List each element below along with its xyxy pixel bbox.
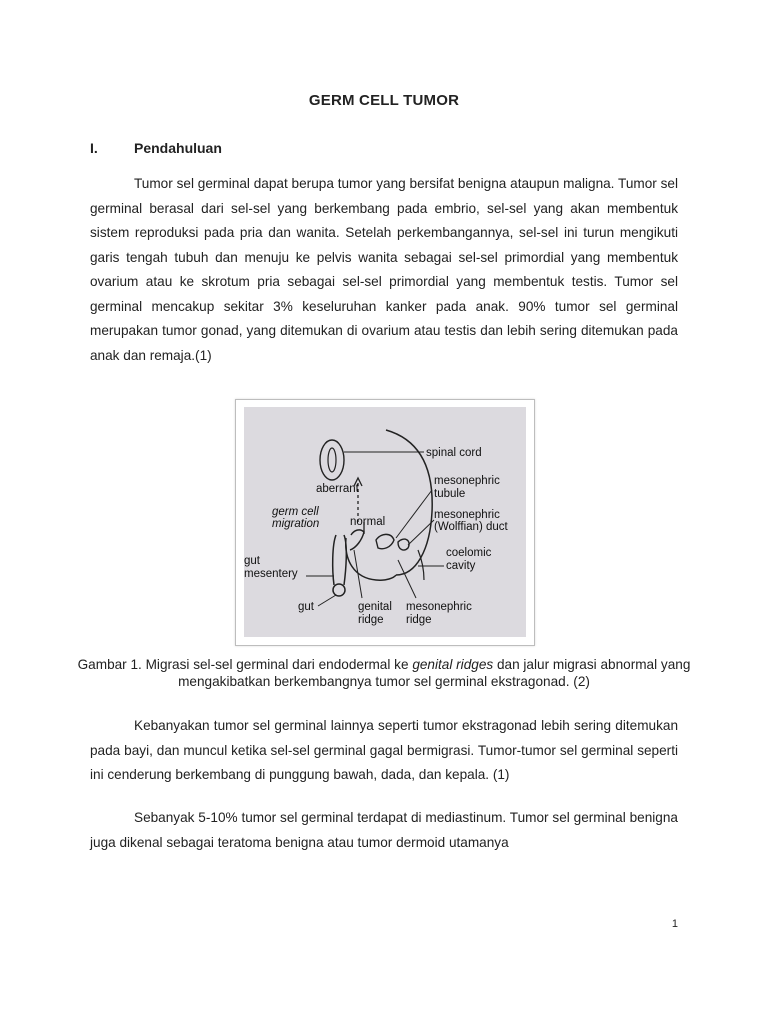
leader-tubule bbox=[396, 490, 432, 538]
document-title: GERM CELL TUMOR bbox=[308, 92, 460, 109]
section-number: I. bbox=[90, 140, 98, 156]
label-spinal-cord: spinal cord bbox=[426, 447, 482, 459]
caption-text-before: Gambar 1. Migrasi sel-sel germinal dari endodermal ke bbox=[77, 657, 413, 672]
spinal-cord-canal bbox=[328, 448, 336, 472]
leader-mesonephric-ridge bbox=[398, 560, 416, 598]
figure-germ-cell-migration bbox=[235, 399, 535, 646]
label-coelomic-2: cavity bbox=[446, 560, 476, 572]
genital-ridge-shape bbox=[350, 530, 364, 550]
caption-italic: genital ridges bbox=[412, 657, 494, 672]
leader-genital-ridge bbox=[354, 550, 362, 598]
label-genital-ridge-1: genital bbox=[358, 601, 392, 613]
caption-text-after: dan jalur migrasi abnormal yang mengakibatkan berkembangnya tumor sel germinal ekstragonad. (2) bbox=[178, 657, 691, 689]
wolffian-duct-shape bbox=[398, 539, 409, 550]
label-migration: migration bbox=[272, 518, 320, 530]
label-mesonephric-ridge-2: ridge bbox=[406, 614, 432, 626]
spinal-cord-shape bbox=[320, 440, 344, 480]
paragraph-extragonadal: Kebanyakan tumor sel germinal lainnya seperti tumor ekstragonad lebih sering ditemukan pada bayi, dan muncul ketika sel-sel germinal gagal bermigrasi. Tumor-tumor sel germinal seperti ini cenderung berkembang di punggung bawah, dada, dan kepala. (1) bbox=[90, 718, 678, 782]
label-mesonephric-tubule-2: tubule bbox=[434, 488, 466, 500]
gut-shape bbox=[333, 584, 345, 596]
label-mesonephric-tubule-1: mesonephric bbox=[434, 475, 500, 487]
label-germ-cell: germ cell bbox=[272, 506, 319, 518]
leader-gut bbox=[318, 595, 336, 606]
body-wall-lower bbox=[346, 538, 396, 580]
paragraph-intro: Tumor sel germinal dapat berupa tumor yang bersifat benigna ataupun maligna. Tumor sel germinal berasal dari sel-sel yang berkembang pada embrio, sel-sel yang akan membentuk sistem reproduksi pada pria dan wanita. Setelah perkembangannya, sel-sel ini turun mengikuti garis tengah tubuh dan menuju ke pelvis wanita sebagai sel-sel primordial yang membentuk ovarium atau ke skrotum pria sebagai sel-sel primordial yang membentuk testis. Tumor sel germinal mencakup sekitar 3% keseluruhan kanker pada anak. 90% tumor sel germinal merupakan tumor gonad, yang ditemukan di ovarium atau testis dan lebih sering ditemukan pada anak dan remaja.(1) bbox=[90, 176, 678, 363]
gut-mesentery-line-2 bbox=[344, 535, 346, 585]
label-gut: gut bbox=[298, 601, 314, 613]
label-coelomic-1: coelomic bbox=[446, 547, 492, 559]
label-mesonephric-ridge-1: mesonephric bbox=[406, 601, 472, 613]
section-name: Pendahuluan bbox=[134, 140, 222, 156]
figure-caption bbox=[70, 656, 698, 690]
label-gut-mesentery-2: mesentery bbox=[244, 568, 298, 580]
page-number: 1 bbox=[671, 918, 678, 930]
label-normal: normal bbox=[350, 516, 386, 528]
label-genital-ridge-2: ridge bbox=[358, 614, 384, 626]
label-gut-mesentery-1: gut bbox=[244, 555, 260, 567]
embryo-diagram bbox=[236, 400, 534, 645]
gut-mesentery-line bbox=[333, 535, 336, 585]
mesonephric-tubule-shape bbox=[376, 534, 394, 548]
label-mesonephric-duct-1: mesonephric bbox=[434, 509, 500, 521]
label-mesonephric-duct-2: (Wolffian) duct bbox=[434, 521, 508, 533]
label-aberrant: aberrant bbox=[316, 483, 359, 495]
paragraph-mediastinum: Sebanyak 5-10% tumor sel germinal terdapat di mediastinum. Tumor sel germinal benigna juga dikenal sebagai teratoma benigna atau tumor dermoid utamanya bbox=[90, 810, 678, 850]
